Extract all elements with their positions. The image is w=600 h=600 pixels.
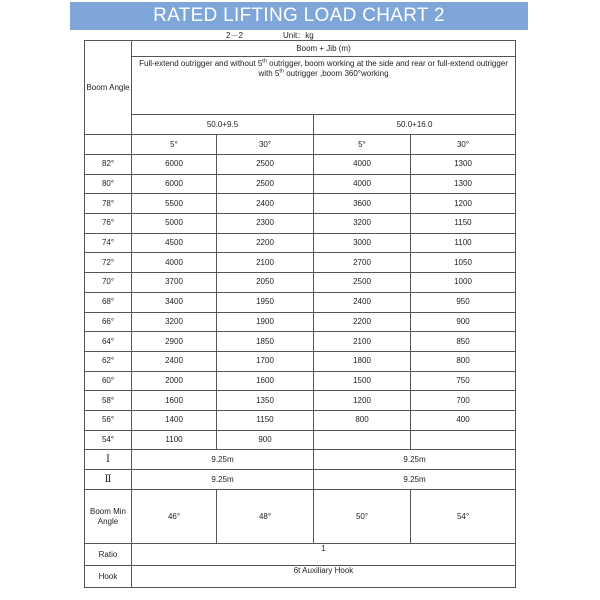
load-chart-table [84, 40, 516, 588]
load-value-cell: 1800 [314, 351, 411, 371]
min-angle-row [85, 490, 516, 544]
load-row [85, 233, 516, 253]
ratio-row [85, 544, 516, 566]
hook-label: Hook [85, 566, 132, 588]
load-value-cell: 2500 [217, 174, 314, 194]
offset-header: 5° [314, 135, 411, 155]
load-value-cell: 750 [411, 371, 516, 391]
load-value-cell: 2300 [217, 214, 314, 234]
load-value-cell: 3200 [314, 214, 411, 234]
load-row [85, 273, 516, 293]
load-value-cell: 1000 [411, 273, 516, 293]
load-value-cell: 800 [314, 410, 411, 430]
load-value-cell: 1100 [411, 233, 516, 253]
boom-jib-header: Boom + Jib (m) [132, 41, 516, 57]
load-value-cell: 1400 [132, 410, 217, 430]
load-row [85, 292, 516, 312]
boom-angle-cell: 66° [85, 312, 132, 332]
load-value-cell: 3200 [132, 312, 217, 332]
offset-header: 30° [411, 135, 516, 155]
min-angle-value: 46° [132, 490, 217, 544]
load-row [85, 155, 516, 175]
group-header-2: 50.0+16.0 [314, 115, 516, 135]
empty-cell [85, 135, 132, 155]
load-value-cell: 1950 [217, 292, 314, 312]
load-value-cell: 1150 [411, 214, 516, 234]
ratio-label: Ratio [85, 544, 132, 566]
desc-part-1: Full-extend outrigger and without 5 [139, 59, 263, 68]
load-value-cell: 4000 [132, 253, 217, 273]
section-row-1 [85, 450, 516, 470]
chart-code: 2－2 [226, 31, 243, 40]
load-value-cell: 2100 [217, 253, 314, 273]
load-value-cell: 2200 [217, 233, 314, 253]
section-label: Ⅰ [85, 450, 132, 470]
boom-angle-cell: 56° [85, 410, 132, 430]
load-value-cell: 2500 [314, 273, 411, 293]
boom-angle-cell: 74° [85, 233, 132, 253]
boom-angle-cell: 72° [85, 253, 132, 273]
section-length: 9.25m [314, 470, 516, 490]
min-angle-value: 54° [411, 490, 516, 544]
load-value-cell: 6000 [132, 174, 217, 194]
load-row [85, 351, 516, 371]
load-row [85, 312, 516, 332]
desc-superscript-2: th [279, 68, 284, 75]
load-value-cell: 1200 [411, 194, 516, 214]
load-row [85, 194, 516, 214]
load-value-cell: 950 [411, 292, 516, 312]
boom-angle-cell: 58° [85, 391, 132, 411]
hook-row [85, 566, 516, 588]
desc-part-2: outrigger, boom working at the side and rear or full-extend outrigger with 5 [258, 59, 508, 78]
load-value-cell: 1900 [217, 312, 314, 332]
offset-header: 5° [132, 135, 217, 155]
load-value-cell: 1600 [217, 371, 314, 391]
load-value-cell: 5000 [132, 214, 217, 234]
load-value-cell: 800 [411, 351, 516, 371]
load-row [85, 253, 516, 273]
boom-angle-cell: 60° [85, 371, 132, 391]
boom-angle-cell: 82° [85, 155, 132, 175]
header-row-description [85, 57, 516, 115]
load-value-cell: 2000 [132, 371, 217, 391]
load-value-cell: 2050 [217, 273, 314, 293]
load-value-cell: 1100 [132, 430, 217, 450]
load-value-cell: 2700 [314, 253, 411, 273]
load-row [85, 214, 516, 234]
boom-angle-cell: 76° [85, 214, 132, 234]
load-value-cell: 1300 [411, 174, 516, 194]
load-row [85, 371, 516, 391]
load-value-cell: 850 [411, 332, 516, 352]
section-length: 9.25m [132, 470, 314, 490]
load-value-cell: 3700 [132, 273, 217, 293]
load-row [85, 391, 516, 411]
load-value-cell: 3000 [314, 233, 411, 253]
section-row-2 [85, 470, 516, 490]
load-row [85, 430, 516, 450]
load-value-cell: 6000 [132, 155, 217, 175]
load-value-cell: 1500 [314, 371, 411, 391]
boom-angle-cell: 64° [85, 332, 132, 352]
boom-angle-cell: 70° [85, 273, 132, 293]
offset-header: 30° [217, 135, 314, 155]
load-value-cell: 2500 [217, 155, 314, 175]
group-header-1: 50.0+9.5 [132, 115, 314, 135]
desc-part-3: outrigger ,boom 360°working [283, 69, 389, 78]
load-value-cell [411, 430, 516, 450]
load-value-cell: 1600 [132, 391, 217, 411]
load-value-cell: 1300 [411, 155, 516, 175]
section-label: Ⅱ [85, 470, 132, 490]
ratio-value: 1 [132, 544, 516, 566]
load-value-cell: 1700 [217, 351, 314, 371]
load-value-cell: 2200 [314, 312, 411, 332]
unit-label: Unit：kg [283, 31, 314, 40]
header-row-groups [85, 115, 516, 135]
load-value-cell: 2400 [314, 292, 411, 312]
boom-angle-header: Boom Angle [85, 41, 132, 135]
load-value-cell: 4000 [314, 174, 411, 194]
load-value-cell: 900 [217, 430, 314, 450]
min-angle-label: Boom Min Angle [85, 490, 132, 544]
load-value-cell: 400 [411, 410, 516, 430]
load-value-cell: 700 [411, 391, 516, 411]
section-length: 9.25m [314, 450, 516, 470]
load-value-cell: 4500 [132, 233, 217, 253]
load-value-cell: 900 [411, 312, 516, 332]
header-row-offsets [85, 135, 516, 155]
min-angle-value: 50° [314, 490, 411, 544]
load-value-cell: 2400 [217, 194, 314, 214]
load-value-cell: 1350 [217, 391, 314, 411]
load-value-cell: 1200 [314, 391, 411, 411]
boom-angle-cell: 62° [85, 351, 132, 371]
hook-value: 6t Auxiliary Hook [132, 566, 516, 588]
boom-angle-cell: 78° [85, 194, 132, 214]
load-value-cell: 3600 [314, 194, 411, 214]
load-row [85, 332, 516, 352]
boom-angle-cell: 80° [85, 174, 132, 194]
load-value-cell: 2400 [132, 351, 217, 371]
chart-title: RATED LIFTING LOAD CHART 2 [70, 2, 528, 30]
load-value-cell: 4000 [314, 155, 411, 175]
load-value-cell: 2900 [132, 332, 217, 352]
load-value-cell: 1050 [411, 253, 516, 273]
load-value-cell: 1150 [217, 410, 314, 430]
load-value-cell [314, 430, 411, 450]
load-row [85, 174, 516, 194]
load-value-cell: 3400 [132, 292, 217, 312]
boom-angle-cell: 68° [85, 292, 132, 312]
load-row [85, 410, 516, 430]
boom-angle-cell: 54° [85, 430, 132, 450]
load-value-cell: 5500 [132, 194, 217, 214]
desc-superscript-1: th [262, 58, 267, 65]
load-value-cell: 1850 [217, 332, 314, 352]
header-row-boom-jib [85, 41, 516, 57]
load-value-cell: 2100 [314, 332, 411, 352]
section-length: 9.25m [132, 450, 314, 470]
load-rows [85, 155, 516, 450]
working-condition-description [132, 57, 516, 115]
min-angle-value: 48° [217, 490, 314, 544]
